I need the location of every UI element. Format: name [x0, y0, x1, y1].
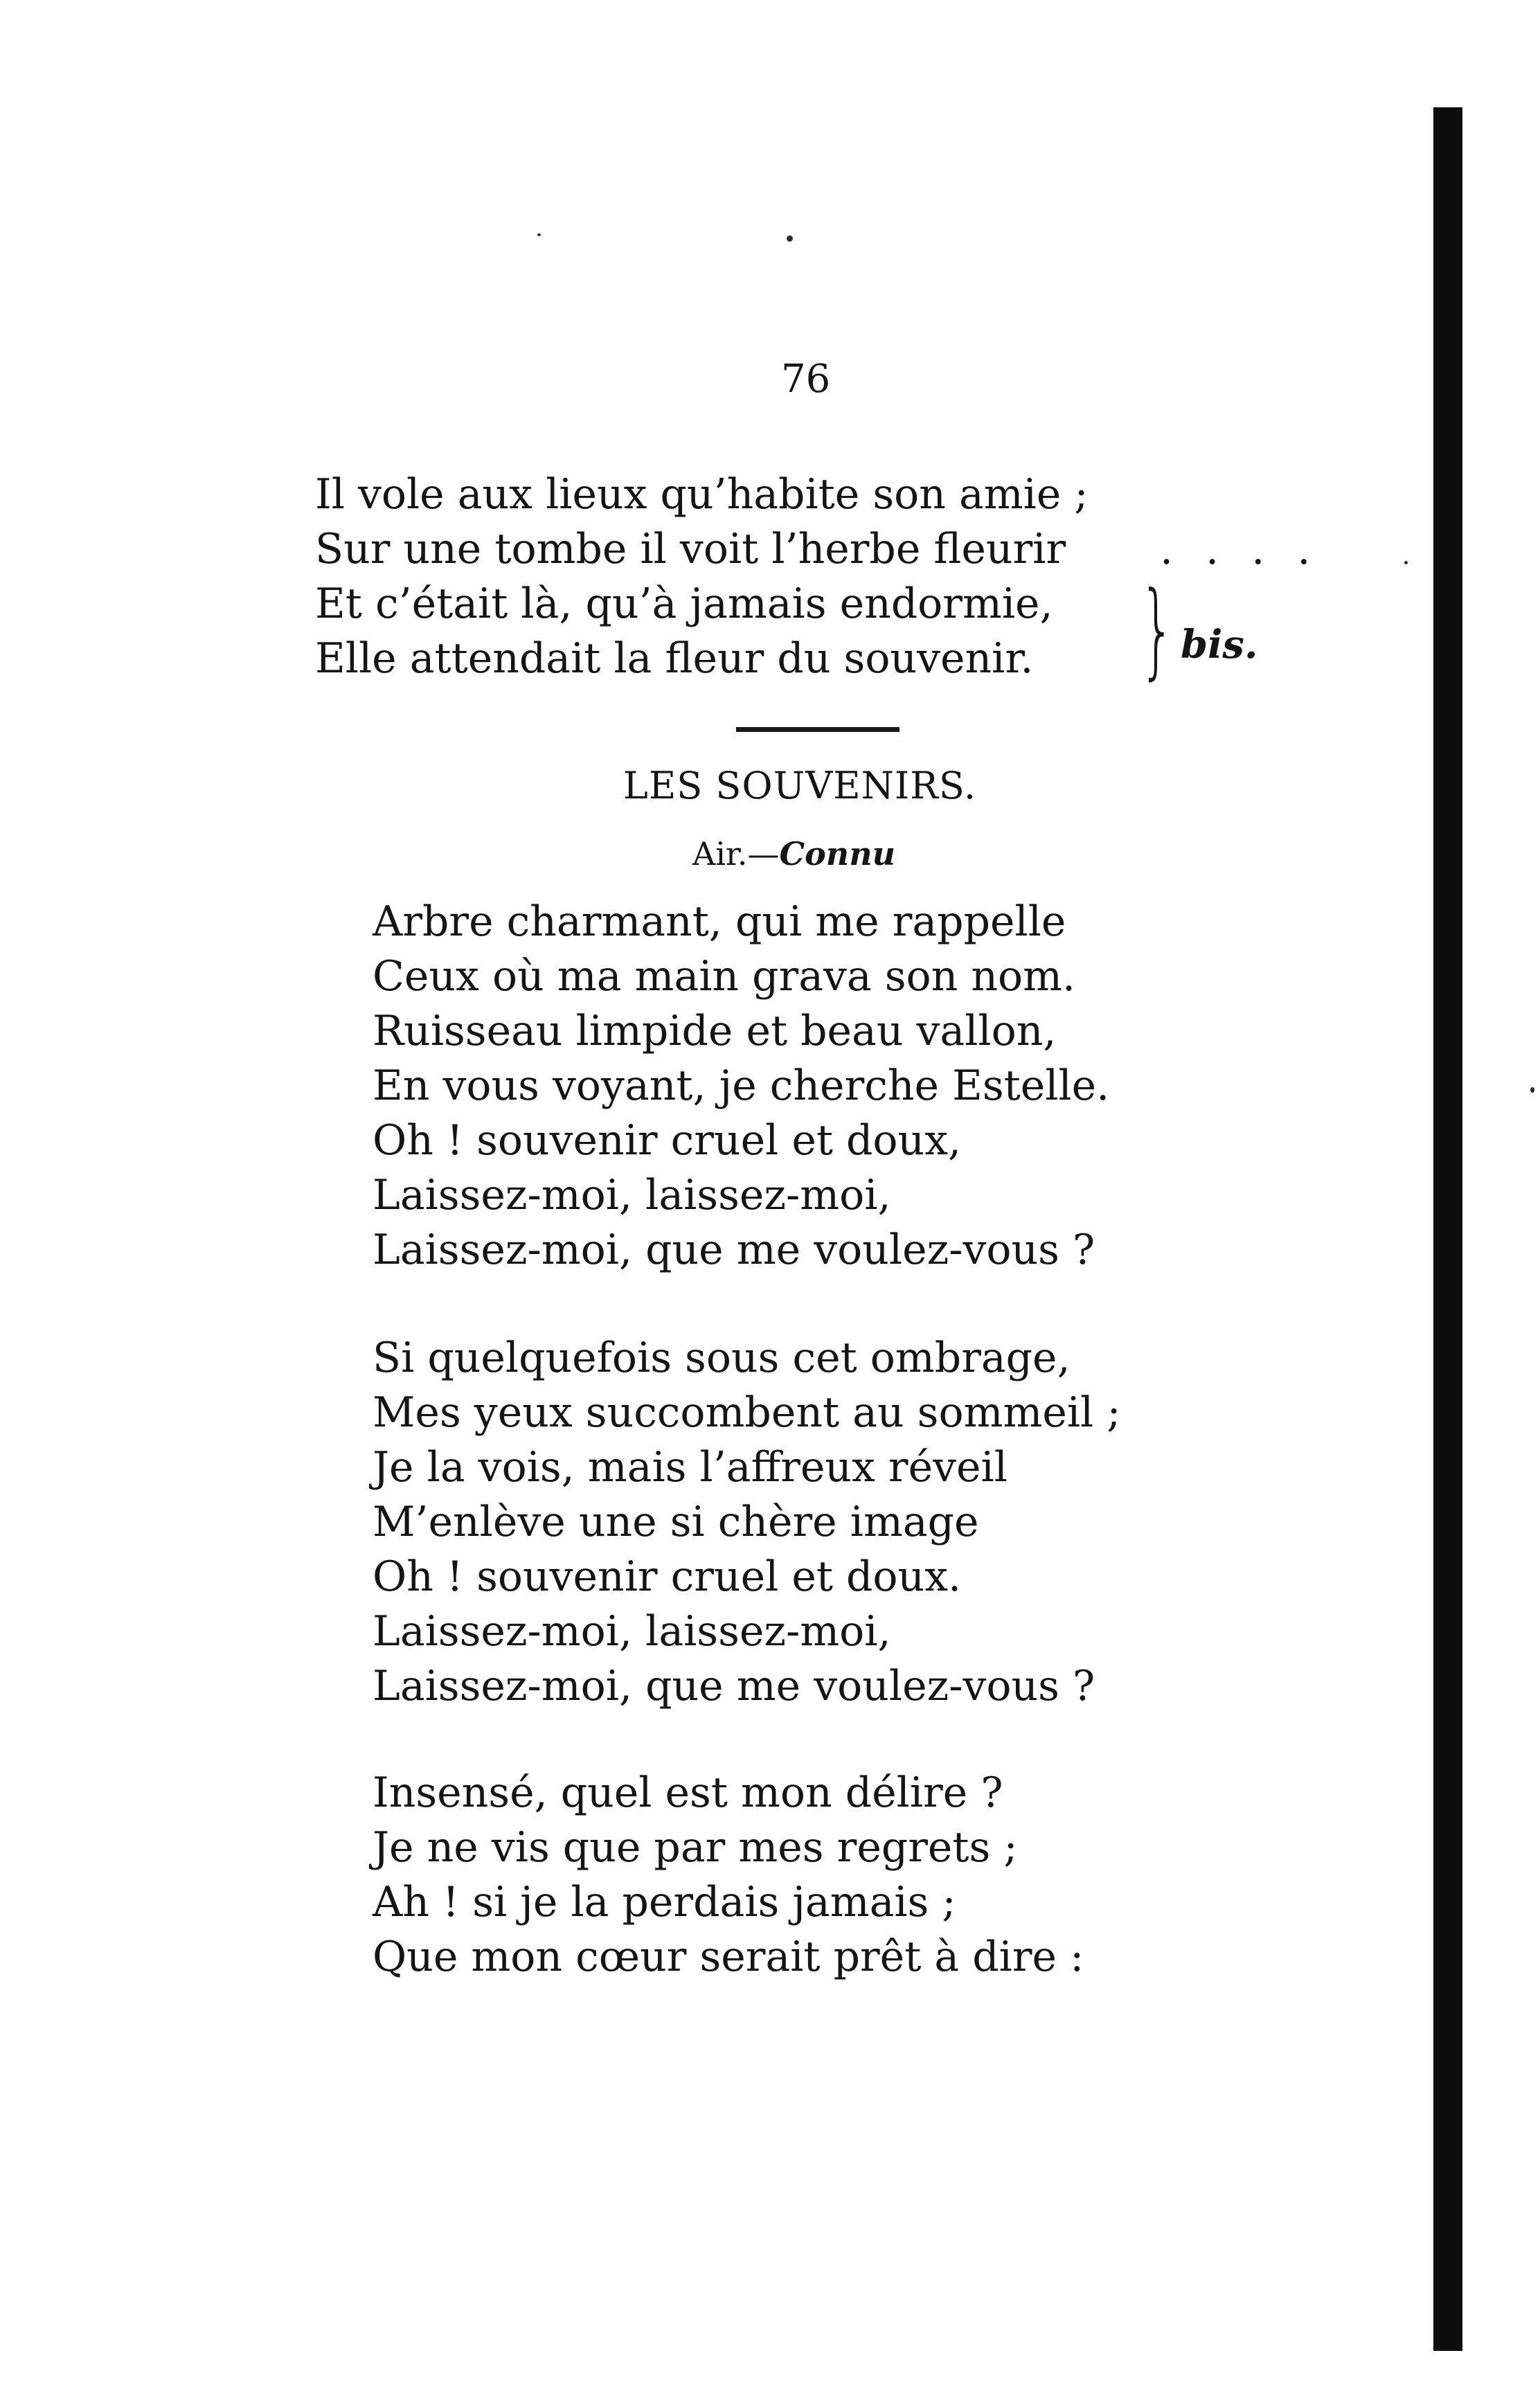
verse-line: Laissez-moi, laissez-moi, — [373, 1607, 891, 1656]
verse-line: Oh ! souvenir cruel et doux, — [373, 1116, 962, 1165]
verse-line: Laissez-moi, que me voulez-vous ? — [373, 1662, 1095, 1710]
ink-speck — [537, 233, 541, 236]
verse-line: Insensé, quel est mon délire ? — [373, 1769, 1003, 1817]
repeat-brace: } — [1139, 570, 1176, 690]
verse-line: Arbre charmant, qui me rappelle — [373, 897, 1066, 946]
ink-speck — [1530, 1087, 1534, 1093]
verse-line: Mes yeux succombent au sommeil ; — [373, 1388, 1121, 1437]
ink-speck — [787, 235, 793, 242]
intro-stanza — [315, 467, 1089, 686]
verse-line: Et c’était là, qu’à jamais endormie, — [315, 580, 1053, 628]
air-name: Connu — [779, 835, 896, 873]
repeat-mark: bis. — [1181, 622, 1258, 668]
verse-line: Je la vois, mais l’affreux réveil — [373, 1443, 1008, 1492]
verse-line: En vous voyant, je cherche Estelle. — [373, 1062, 1110, 1110]
verse-line: Ah ! si je la perdais jamais ; — [373, 1878, 956, 1926]
verse-line: Ruisseau limpide et beau vallon, — [373, 1007, 1057, 1055]
section-divider — [736, 727, 899, 732]
verse-line: Ceux où ma main grava son nom. — [373, 952, 1076, 1001]
verse-line: M’enlève une si chère image — [373, 1498, 979, 1546]
song-stanza-3 — [373, 1766, 1084, 1985]
ellipsis-dots: . . . . — [1160, 526, 1320, 574]
verse-line: Elle attendait la fleur du souvenir. — [315, 634, 1034, 683]
book-spine-shadow — [1433, 107, 1462, 2351]
song-stanza-2 — [373, 1331, 1121, 1714]
song-air — [692, 835, 895, 873]
page-number: 76 — [781, 357, 831, 402]
verse-line: Laissez-moi, laissez-moi, — [373, 1171, 891, 1219]
verse-line: Si quelquefois sous cet ombrage, — [373, 1334, 1071, 1382]
verse-line: Oh ! souvenir cruel et doux. — [373, 1553, 962, 1601]
air-label: Air.— — [692, 835, 780, 873]
verse-line: Que mon cœur serait prêt à dire : — [373, 1933, 1084, 1981]
song-stanza-1 — [373, 895, 1109, 1278]
song-title: LES SOUVENIRS. — [623, 764, 977, 807]
verse-line: Sur une tombe il voit l’herbe fleurir — [315, 525, 1066, 573]
verse-line: Il vole aux lieux qu’habite son amie ; — [315, 470, 1089, 519]
verse-line: Laissez-moi, que me voulez-vous ? — [373, 1226, 1095, 1274]
verse-line: Je ne vis que par mes regrets ; — [373, 1823, 1018, 1872]
ink-speck — [1404, 561, 1408, 564]
